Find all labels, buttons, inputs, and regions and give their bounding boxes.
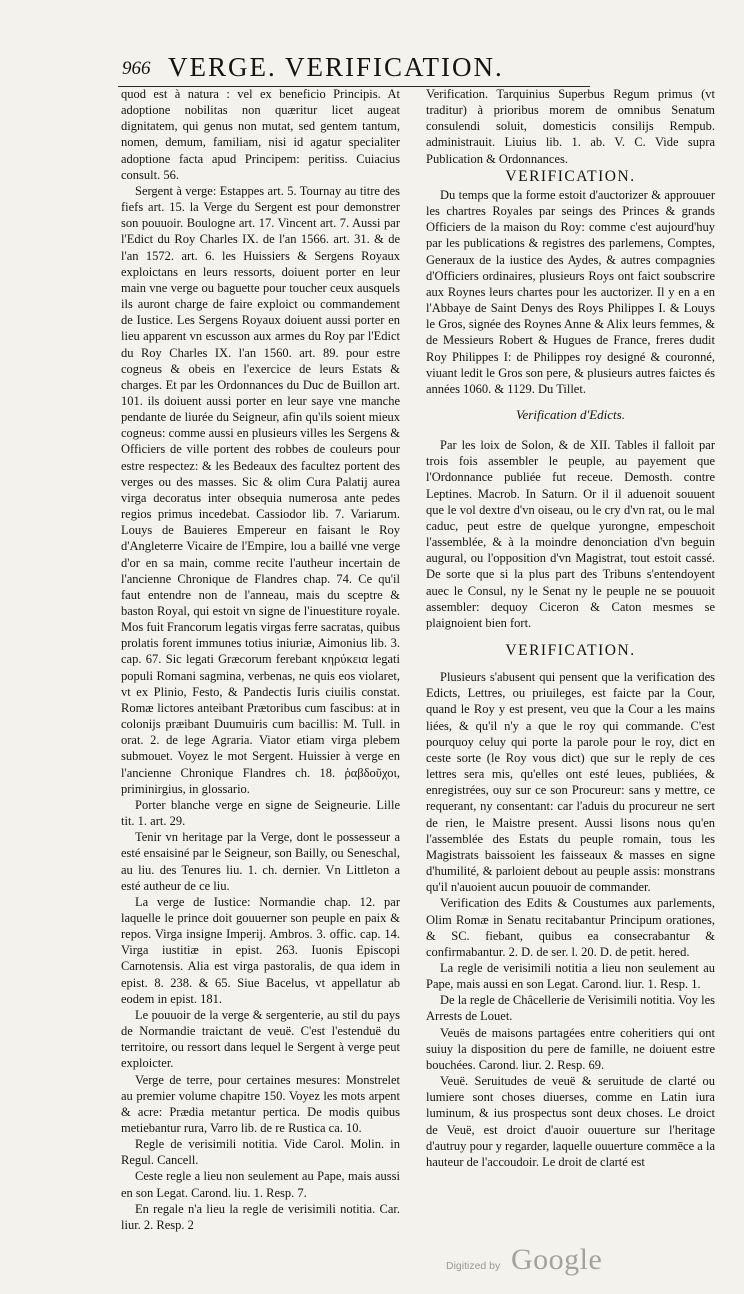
right-paragraph: Par les loix de Solon, & de XII. Tables il falloit par trois fois assembler le peuple, au payement que l'Ordonnance publiée fut receue. Demosth. contre Leptines. Macrob. In Saturn. Or il il aduenoit souuent que le vol dextre d'vn oiseau, ou le cry d'vn rat, ou le mal caduc, peut estre de quelque yurongne, empeschoit l'assemblée, & à la moindre denonciation d'vn beguin augural, ou l'opposition d'vn Magistrat, tout estoit cassé. De sorte que si la plus part des Tribuns s'entendoyent auec le Consul, ny le Senat ny le peuple ne se pouuoit assembler: dequoy Ciceron & Caton mesmes se plaignoient bien fort.: [426, 438, 715, 630]
page-header: [122, 52, 582, 88]
digitized-by-label: Digitized by: [446, 1260, 501, 1272]
right-paragraph: Veuës de maisons partagées entre coheritiers qui ont suiuy la disposition du pere de famille, ne doiuent estre bouchées. Carond. liur. 2. Resp. 69.: [426, 1025, 715, 1072]
page-number: 966: [122, 58, 151, 79]
right-intro-paragraph: Verification. Tarquinius Superbus Regum primus (vt traditur) à prioribus morem de omnibus Senatum consulendi soluit, domesticis consilijs Rempub. administrauit. Liuius lib. 1. ab. V. C. Vide supra Publication & Ordonnances.: [426, 87, 715, 166]
right-paragraph: Verification des Edits & Coustumes aux parlements, Olim Romæ in Senatu recitabantur Principum orationes, & SC. fiebant, quibus ea consecrabantur & confirmabantur. 2. D. de ser. l. 20. D. de petit. hered.: [426, 896, 715, 959]
left-paragraph: Porter blanche verge en signe de Seigneurie. Lille tit. 1. art. 29.: [121, 797, 400, 829]
right-paragraph: De la regle de Châcellerie de Verisimili notitia. Voy les Arrests de Louet.: [426, 993, 715, 1024]
right-column: [426, 86, 715, 1170]
right-paragraph: Du temps que la forme estoit d'auctorizer & approuuer les chartres Royales par seings des Princes & grands Officiers de la maison du Roy: comme c'est aujourd'huy par les publications & registres des parlemens, Comptes, Generaux de la iustice des Aydes, & autres compagnies d'Officiers ordinaires, plusieurs Roys ont faict soubscrire aux Roynes leurs chartes pour les auctorizer. Il y en a en l'Abbaye de Saint Denys des Roys Philippes I. & Louys le Gros, signée des Roynes Anne & Alix leurs femmes, & de Messieurs Robert & Hugues de France, freres dudit Roy Philippes I: de Philippes roy designé & couronné, viuant ledit le Gros son pere, & plusieurs autres faictes és années 1060. & 1129. Du Tillet.: [426, 187, 715, 396]
left-paragraph: Verge de terre, pour certaines mesures: Monstrelet au premier volume chapitre 150. Voyez les mots arpent & acre: Prædia metantur pertica. De modis quibus metiebantur rura, Varro lib. de re Rustica ca. 10.: [121, 1072, 400, 1135]
left-paragraph: En regale n'a lieu la regle de verisimili notitia. Car. liur. 2. Resp. 2: [121, 1201, 400, 1232]
left-paragraph: La verge de Iustice: Normandie chap. 12. par laquelle le prince doit gouuerner son peuple en paix & repos. Virga insigne Imperij. Ambros. 3. offic. cap. 14. Virga iustitiæ in epist. 263. Iuonis Episcopi Carnotensis. Alia est virga pastoralis, de qua idem in epist. 8. 238. & 65. Siue Bacelus, vt appellatur ab eodem in epist. 181.: [121, 894, 400, 1006]
left-column: [121, 86, 400, 1233]
subheading-verification-edicts: Verification d'Edicts.: [516, 406, 625, 422]
google-watermark-logo: Google: [511, 1243, 603, 1276]
right-paragraph: Plusieurs s'abusent qui pensent que la verification des Edicts, Lettres, ou priuileges, est faicte par la Cour, quand le Roy y est present, veu que la Cour a les mains liées, & qu'il n'y a que le roy qui commande. C'est pourquoy celuy qui porte la parole pour le roy, dict en ceste sorte (le Roy vous dict) que sur le reply de ces lettres sera mis, qu'elles ont esté leues, publiées, & enregistrées, ouy sur ce son Procureur: sans y mettre, ce requerant, ny consentant: car l'aduis du procureur ne sert de rien, le Maistre present. Aussi lisons nous qu'en l'assemblée des Estats du peuple romain, tous les Magistrats baissoient les faisseaux & masses en signe d'humilité, & parloient debout au peuple assis: monstrans qu'il n'auoient aucun pouuoir de commander.: [426, 670, 715, 895]
left-paragraph: quod est à natura : vel ex beneficio Principis. At adoptione nobilitas non quæritur licet augeat dignitatem, qui genus non mutat, sed gentem tantum, nomen, demum, familiam, nisi id agatur specialiter adoptione facta apud Principem: peritiss. Cuiacius consult. 56.: [121, 87, 400, 182]
left-paragraph: Sergent à verge: Estappes art. 5. Tournay au titre des fiefs art. 15. la Verge du Sergent est pour demonstrer son pouuoir. Boulogne art. 17. Vincent art. 7. Aussi par l'Edict du Roy Charles IX. de l'an 1566. art. 31. & de l'an 1572. art. 6. les Huissiers & Sergens Royaux exploictans en leurs ressorts, doiuent porter en leur main vne verge ou baguette pour toucher ceux ausquels ils auront charge de faire exploict ou commandement de Iustice. Les Sergens Royaux doiuent aussi porter en lieu apparent vn escusson aux armes du Roy par l'Edict du Roy Charles IX. l'an 1560. art. 89. pour estre cogneus & obeis en l'exercice de leurs Estats & charges. Et par les Ordonnances du Duc de Buillon art. 101. ils doiuent aussi porter en leur saye vne manche pendante de liurée du Seigneur, afin qu'ils soient mieux cogneus: comme aussi en plusieurs villes les Sergens & Officiers de ville portent des robbes de couleurs pour estre respectez: & les Bedeaux des facultez portent des verges ou des masses. Sic & olim Cura Palatij aurea virga decoratus inter obsequia numerosa ante pedes regios primus incedebat. Cassiodor lib. 7. Variarum. Louys de Bauieres Empereur en faisant le Roy d'Angleterre Vicaire de l'Empire, lou a baillé vne verge d'or en sa main, comme recite l'autheur incertain de l'ancienne Chronique de Flandres chap. 74. Ce qu'il faut entendre non de l'anneau, mais du sceptre & baston Royal, qui estoit vn signe de l'inuestiture royale. Mos fuit Francorum legatis virgas ferre sacratas, quibus prolatis forent immunes totius iniuriæ, Aimonius lib. 3. cap. 67. Sic legati Græcorum ferebant κηρύκεια legati populi Romani sagmina, verbenas, ne quis eos violaret, vt ex Plinio, Festo, & Pandectis Iuris ciuilis constat. Romæ lictores anteibant Prætoribus cum fascibus: at in colonijs præibant Duumuiris cum bacillis: M. Tull. in orat. 2. de lege Agraria. Viator etiam virga plebem submouet. Voyez le mot Sergent. Huissier à verge en l'ancienne Chronique Flandres ch. 18. ῥαβδοῦχοι, priminirgius, in glossario.: [121, 183, 400, 796]
left-paragraph: Tenir vn heritage par la Verge, dont le possesseur a esté ensaisiné par le Seigneur, son Bailly, ou Seneschal, au liu. des Tenures liu. 1. ch. dernier. Vn Littleton a esté autheur de ce liu.: [121, 830, 400, 893]
right-paragraph: Veuë. Seruitudes de veuë & seruitude de clarté ou lumiere sont choses diuerses, comme en Latin iura luminum, & ius prospectus sont deux choses. Le droict de Veuë, est droict d'auoir ouuerture sur l'heritage d'autruy pour y regarder, laquelle ouuerture commēce a la hauteur de l'accoudoir. Le droit de clarté est: [426, 1074, 715, 1169]
left-paragraph: Ceste regle a lieu non seulement au Pape, mais aussi en son Legat. Carond. liu. 1. Resp. 7.: [121, 1169, 400, 1200]
left-paragraph: Regle de verisimili notitia. Vide Carol. Molin. in Regul. Cancell.: [121, 1137, 400, 1168]
section-heading-verification-2: VERIFICATION.: [505, 642, 636, 659]
right-paragraph: La regle de verisimili notitia a lieu non seulement au Pape, mais aussi en son Legat. Carond. liur. 1. Resp. 1.: [426, 960, 715, 992]
section-heading-verification: VERIFICATION.: [505, 167, 636, 185]
running-title: VERGE. VERIFICATION.: [168, 52, 504, 82]
left-paragraph: Le pouuoir de la verge & sergenterie, au stil du pays de Normandie traictant de veuë. C'est l'estenduë du territoire, ou ressort dans lequel le Sergent à verge peut exploicter.: [121, 1007, 400, 1071]
